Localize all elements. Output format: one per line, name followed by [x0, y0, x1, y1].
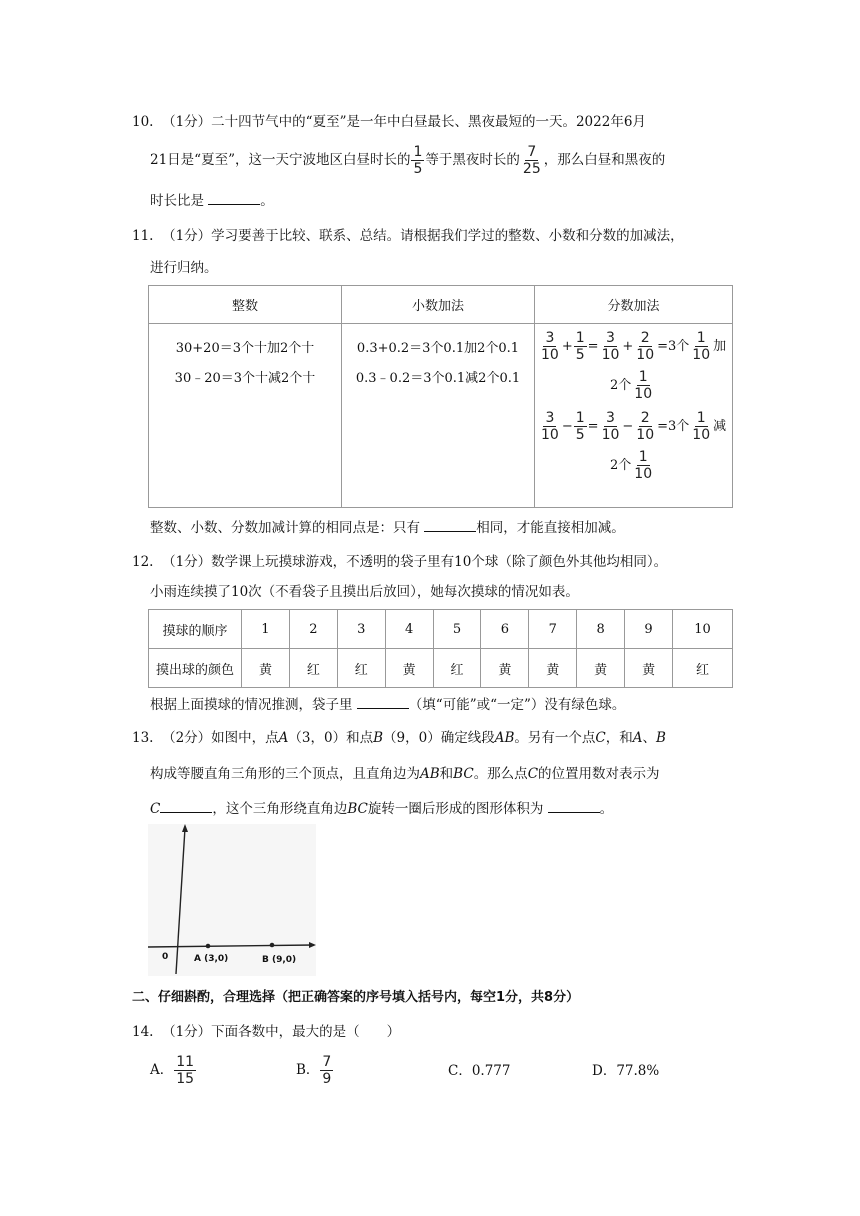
- row-label: 摸球的顺序: [149, 610, 242, 649]
- operation-comparison-table: [148, 285, 733, 508]
- coordinate-graph: [148, 824, 316, 976]
- q12-number: 12.: [132, 554, 154, 570]
- answer-blank[interactable]: [424, 517, 476, 532]
- answer-blank[interactable]: [548, 798, 600, 813]
- q10-line1: [132, 112, 646, 132]
- q12-conclusion: [150, 694, 625, 714]
- table-header: 整数: [149, 286, 342, 324]
- q11-summary: [150, 517, 625, 537]
- fraction-1-5: $\frac{1}{5}$: [413, 144, 423, 177]
- color-cell: 黄: [625, 649, 673, 688]
- q10-text-3a: 时长比是: [150, 193, 204, 209]
- order-cell: 3: [337, 610, 385, 649]
- q10-line2: [150, 142, 665, 178]
- q14-stem: [132, 1022, 400, 1042]
- point-b-label: B (9,0): [262, 955, 297, 965]
- q13-line3: C ，这个三角形绕直角边BC旋转一圈后形成的图形体积为 。: [150, 798, 613, 818]
- integer-example: 30+20＝3个十加2个十: [175, 341, 315, 356]
- q14-text: （1分）下面各数中，最大的是（ ）: [162, 1024, 401, 1040]
- fraction-11-15: $\frac{11}{15}$: [176, 1054, 195, 1087]
- decimal-cell: [342, 324, 535, 508]
- order-cell: 8: [577, 610, 625, 649]
- q11-line2: 进行归纳。: [150, 260, 218, 276]
- fraction-7-9: $\frac{7}{9}$: [322, 1054, 332, 1087]
- integer-cell: [149, 324, 342, 508]
- color-cell: 黄: [242, 649, 290, 688]
- q11-number: 11.: [132, 228, 154, 244]
- color-cell: 黄: [577, 649, 625, 688]
- q10-text-2a: 21日是“夏至”，这一天宁波地区白昼时长的: [150, 152, 411, 168]
- q10-text-1: （1分）二十四节气中的“夏至”是一年中白昼最长、黑夜最短的一天。2022年6月: [162, 114, 646, 130]
- q13-number: 13.: [132, 730, 154, 746]
- color-cell: 黄: [481, 649, 529, 688]
- q10-line3: [150, 190, 274, 210]
- order-cell: 5: [433, 610, 481, 649]
- option-a-label: A．: [150, 1062, 174, 1078]
- table-header: 分数加法: [535, 286, 733, 324]
- q10-text-2c: ，那么白昼和黑夜的: [543, 152, 666, 168]
- point-b: [270, 943, 275, 948]
- q13-line1: 13. （2分）如图中，点A（3，0）和点B（9，0）确定线段AB。另有一个点C，和A、B: [132, 730, 666, 746]
- color-cell: 红: [673, 649, 733, 688]
- fraction-sub-expr: $\frac{3}{10}$ − $\frac{1}{5}$ = $\frac{3}{10}$ − $\frac{2}{10}$ =3个 $\frac{1}{10}$ 减: [541, 410, 727, 443]
- q12-text-1: （1分）数学课上玩摸球游戏，不透明的袋子里有10个球（除了颜色外其他均相同）。: [162, 554, 668, 570]
- coordinate-axes: [148, 824, 316, 976]
- fraction-add-cont: 2个 $\frac{1}{10}$: [610, 369, 653, 402]
- row-label: 摸出球的颜色: [149, 649, 242, 688]
- q12-conclusion-a: 根据上面摸球的情况推测，袋子里: [150, 697, 353, 713]
- color-cell: 红: [289, 649, 337, 688]
- fraction-cell: [535, 324, 733, 508]
- option-a[interactable]: [150, 1052, 197, 1088]
- decimal-example: 0.3﹣0.2＝3个0.1减2个0.1: [355, 371, 521, 386]
- answer-blank[interactable]: [208, 190, 260, 205]
- q12-conclusion-b: （填“可能”或“一定”）没有绿色球。: [408, 697, 626, 713]
- q11-summary-b: 相同，才能直接相加减。: [476, 520, 625, 536]
- q11-summary-a: 整数、小数、分数加减计算的相同点是：只有: [150, 520, 420, 536]
- order-cell: 4: [385, 610, 433, 649]
- point-a-label: A (3,0): [194, 954, 229, 964]
- q10-text-2b: 等于黑夜时长的: [425, 152, 520, 168]
- order-cell: 2: [289, 610, 337, 649]
- point-a: [206, 944, 211, 949]
- color-cell: 黄: [385, 649, 433, 688]
- option-d[interactable]: D．77.8%: [592, 1063, 660, 1079]
- order-cell: 1: [242, 610, 290, 649]
- order-cell: 9: [625, 610, 673, 649]
- order-cell: 7: [529, 610, 577, 649]
- fraction-add-expr: $\frac{3}{10}$ + $\frac{1}{5}$ = $\frac{3}{10}$ + $\frac{2}{10}$ =3个 $\frac{1}{10}$ 加: [541, 330, 727, 363]
- option-b-label: B．: [296, 1062, 320, 1078]
- q12-line2: 小雨连续摸了10次（不看袋子且摸出后放回），她每次摸球的情况如表。: [150, 584, 579, 600]
- color-cell: 黄: [529, 649, 577, 688]
- decimal-example: 0.3+0.2＝3个0.1加2个0.1: [356, 341, 520, 356]
- order-cell: 10: [673, 610, 733, 649]
- order-cell: 6: [481, 610, 529, 649]
- q11-line1: [132, 226, 684, 246]
- table-header: 小数加法: [342, 286, 535, 324]
- section-heading: 二、仔细斟酌，合理选择（把正确答案的序号填入括号内，每空1分，共8分）: [132, 990, 580, 1005]
- answer-blank[interactable]: [357, 694, 409, 709]
- fraction-sub-cont: 2个 $\frac{1}{10}$: [610, 449, 653, 482]
- answer-blank[interactable]: [160, 798, 212, 813]
- integer-example: 30﹣20＝3个十减2个十: [174, 371, 316, 386]
- q13-line2: 构成等腰直角三角形的三个顶点，且直角边为AB和BC。那么点C的位置用数对表示为: [150, 766, 660, 782]
- color-cell: 红: [337, 649, 385, 688]
- q10-period: 。: [260, 193, 274, 209]
- q12-line1: [132, 552, 667, 572]
- q11-text-1: （1分）学习要善于比较、联系、总结。请根据我们学过的整数、小数和分数的加减法，: [162, 228, 684, 244]
- fraction-7-25: $\frac{7}{25}$: [522, 144, 541, 177]
- q10-number: 10.: [132, 114, 154, 130]
- option-b[interactable]: [296, 1052, 334, 1088]
- color-cell: 红: [433, 649, 481, 688]
- option-c[interactable]: C．0.777: [448, 1063, 511, 1079]
- q14-number: 14.: [132, 1024, 154, 1040]
- origin-label: 0: [162, 952, 169, 962]
- ball-draw-table: [148, 609, 733, 688]
